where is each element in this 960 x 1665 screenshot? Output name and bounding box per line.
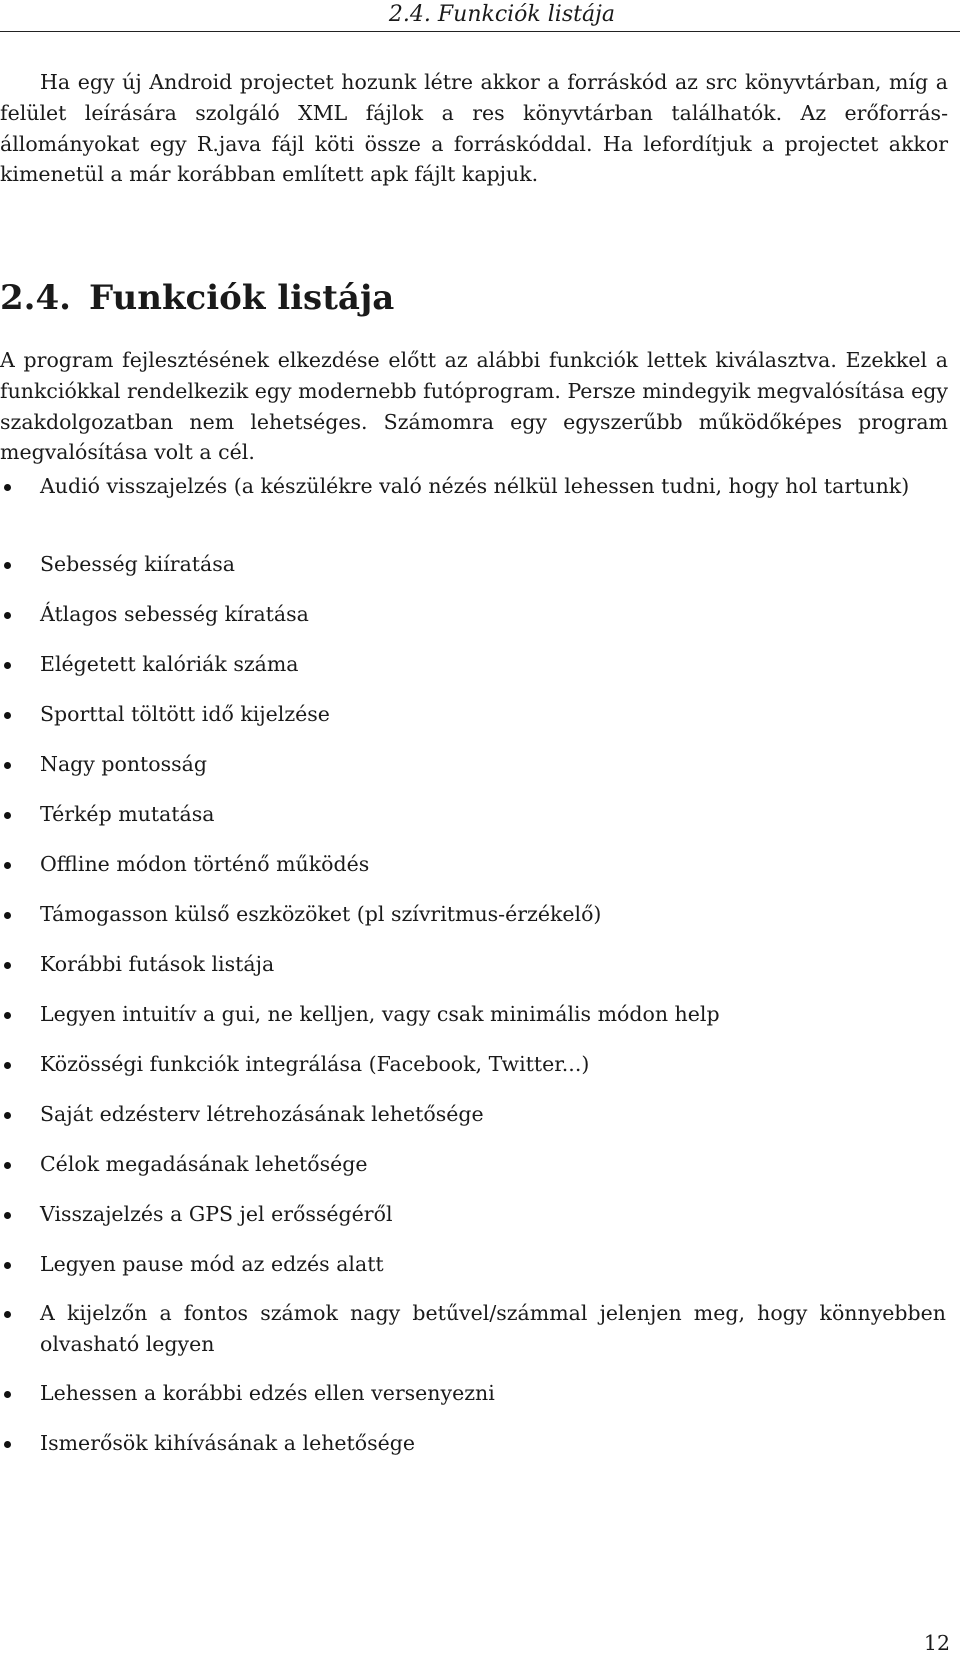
list-item-text: Korábbi futások listája bbox=[40, 952, 275, 976]
bullet-icon bbox=[4, 484, 11, 491]
list-item-text: Támogasson külső eszközöket (pl szívritmus-érzékelő) bbox=[40, 902, 602, 926]
list-item-text: Audió visszajelzés (a készülékre való nézés nélkül lehessen tudni, hogy hol tartunk) bbox=[40, 474, 910, 498]
bullet-icon bbox=[4, 912, 11, 919]
bullet-icon bbox=[4, 1062, 11, 1069]
list-item-text: A kijelzőn a fontos számok nagy betűvel/számmal jelenjen meg, hogy könnyebben olvasható legyen bbox=[40, 1301, 946, 1356]
list-item bbox=[40, 1099, 946, 1130]
intro-paragraph: Ha egy új Android projectet hozunk létre akkor a forráskód az src könyvtárban, míg a felület leírására szolgáló XML fájlok a res könyvtárban találhatók. Az erőforrás-állományokat egy R.java fájl köti össze a forráskóddal. Ha lefordítjuk a projectet akkor kimenetül a már korábban említett apk fájlt kapjuk. bbox=[0, 70, 948, 187]
list-item-text: Célok megadásának lehetősége bbox=[40, 1152, 368, 1176]
list-item-text: Nagy pontosság bbox=[40, 752, 208, 776]
bullet-icon bbox=[4, 1012, 11, 1019]
bullet-icon bbox=[4, 712, 11, 719]
list-item bbox=[40, 699, 946, 730]
bullet-icon bbox=[4, 812, 11, 819]
list-item-text: Átlagos sebesség kíratása bbox=[40, 602, 309, 626]
bullet-icon bbox=[4, 1262, 11, 1269]
running-header-text: 2.4. Funkciók listája bbox=[388, 2, 615, 27]
bullet-icon bbox=[4, 662, 11, 669]
list-item-text: Saját edzésterv létrehozásának lehetősége bbox=[40, 1102, 484, 1126]
list-item-text: Visszajelzés a GPS jel erősségéről bbox=[40, 1202, 393, 1226]
list-item bbox=[40, 1249, 946, 1280]
bullet-icon bbox=[4, 1441, 11, 1448]
list-item bbox=[40, 549, 946, 580]
list-item-text: Lehessen a korábbi edzés ellen versenyezni bbox=[40, 1381, 495, 1405]
section-title: Funkciók listája bbox=[89, 278, 395, 318]
list-item-text: Offline módon történő működés bbox=[40, 852, 370, 876]
list-item bbox=[40, 599, 946, 630]
section-number: 2.4. bbox=[0, 278, 71, 318]
list-item bbox=[40, 849, 946, 880]
list-item-text: Legyen pause mód az edzés alatt bbox=[40, 1252, 384, 1276]
bullet-icon bbox=[4, 1391, 11, 1398]
bullet-icon bbox=[4, 1162, 11, 1169]
list-item-text: Sporttal töltött idő kijelzése bbox=[40, 702, 330, 726]
list-item bbox=[40, 999, 946, 1030]
running-header bbox=[0, 0, 960, 32]
bullet-icon bbox=[4, 562, 11, 569]
list-item bbox=[40, 799, 946, 830]
list-item-text: Ismerősök kihívásának a lehetősége bbox=[40, 1431, 416, 1455]
list-item bbox=[40, 1428, 946, 1459]
list-item bbox=[40, 949, 946, 980]
bullet-icon bbox=[4, 762, 11, 769]
section-heading bbox=[0, 278, 394, 318]
list-item bbox=[40, 899, 946, 930]
bullet-icon bbox=[4, 612, 11, 619]
list-item bbox=[40, 1199, 946, 1230]
list-item bbox=[40, 1298, 946, 1360]
list-item-text: Közösségi funkciók integrálása (Facebook, Twitter...) bbox=[40, 1052, 590, 1076]
list-item-text: Legyen intuitív a gui, ne kelljen, vagy csak minimális módon help bbox=[40, 1002, 720, 1026]
list-item bbox=[40, 749, 946, 780]
bullet-icon bbox=[4, 1311, 11, 1318]
list-item bbox=[40, 1049, 946, 1080]
bullet-icon bbox=[4, 1112, 11, 1119]
bullet-icon bbox=[4, 962, 11, 969]
list-item-text: Térkép mutatása bbox=[40, 802, 215, 826]
list-item-text: Elégetett kalóriák száma bbox=[40, 652, 299, 676]
bullet-icon bbox=[4, 1212, 11, 1219]
list-item bbox=[40, 1378, 946, 1409]
section-paragraph: A program fejlesztésének elkezdése előtt az alábbi funkciók lettek kiválasztva. Ezekkel a funkciókkal rendelkezik egy modernebb futóprogram. Persze mindegyik megvalósítása egy szakdolgozatban nem lehetséges. Számomra egy egyszerűbb működőképes program megvalósítása volt a cél. bbox=[0, 348, 948, 465]
bullet-icon bbox=[4, 862, 11, 869]
page-number: 12 bbox=[923, 1631, 950, 1655]
list-item-text: Sebesség kiíratása bbox=[40, 552, 236, 576]
list-item bbox=[40, 1149, 946, 1180]
list-item bbox=[40, 649, 946, 680]
list-item bbox=[40, 471, 946, 502]
